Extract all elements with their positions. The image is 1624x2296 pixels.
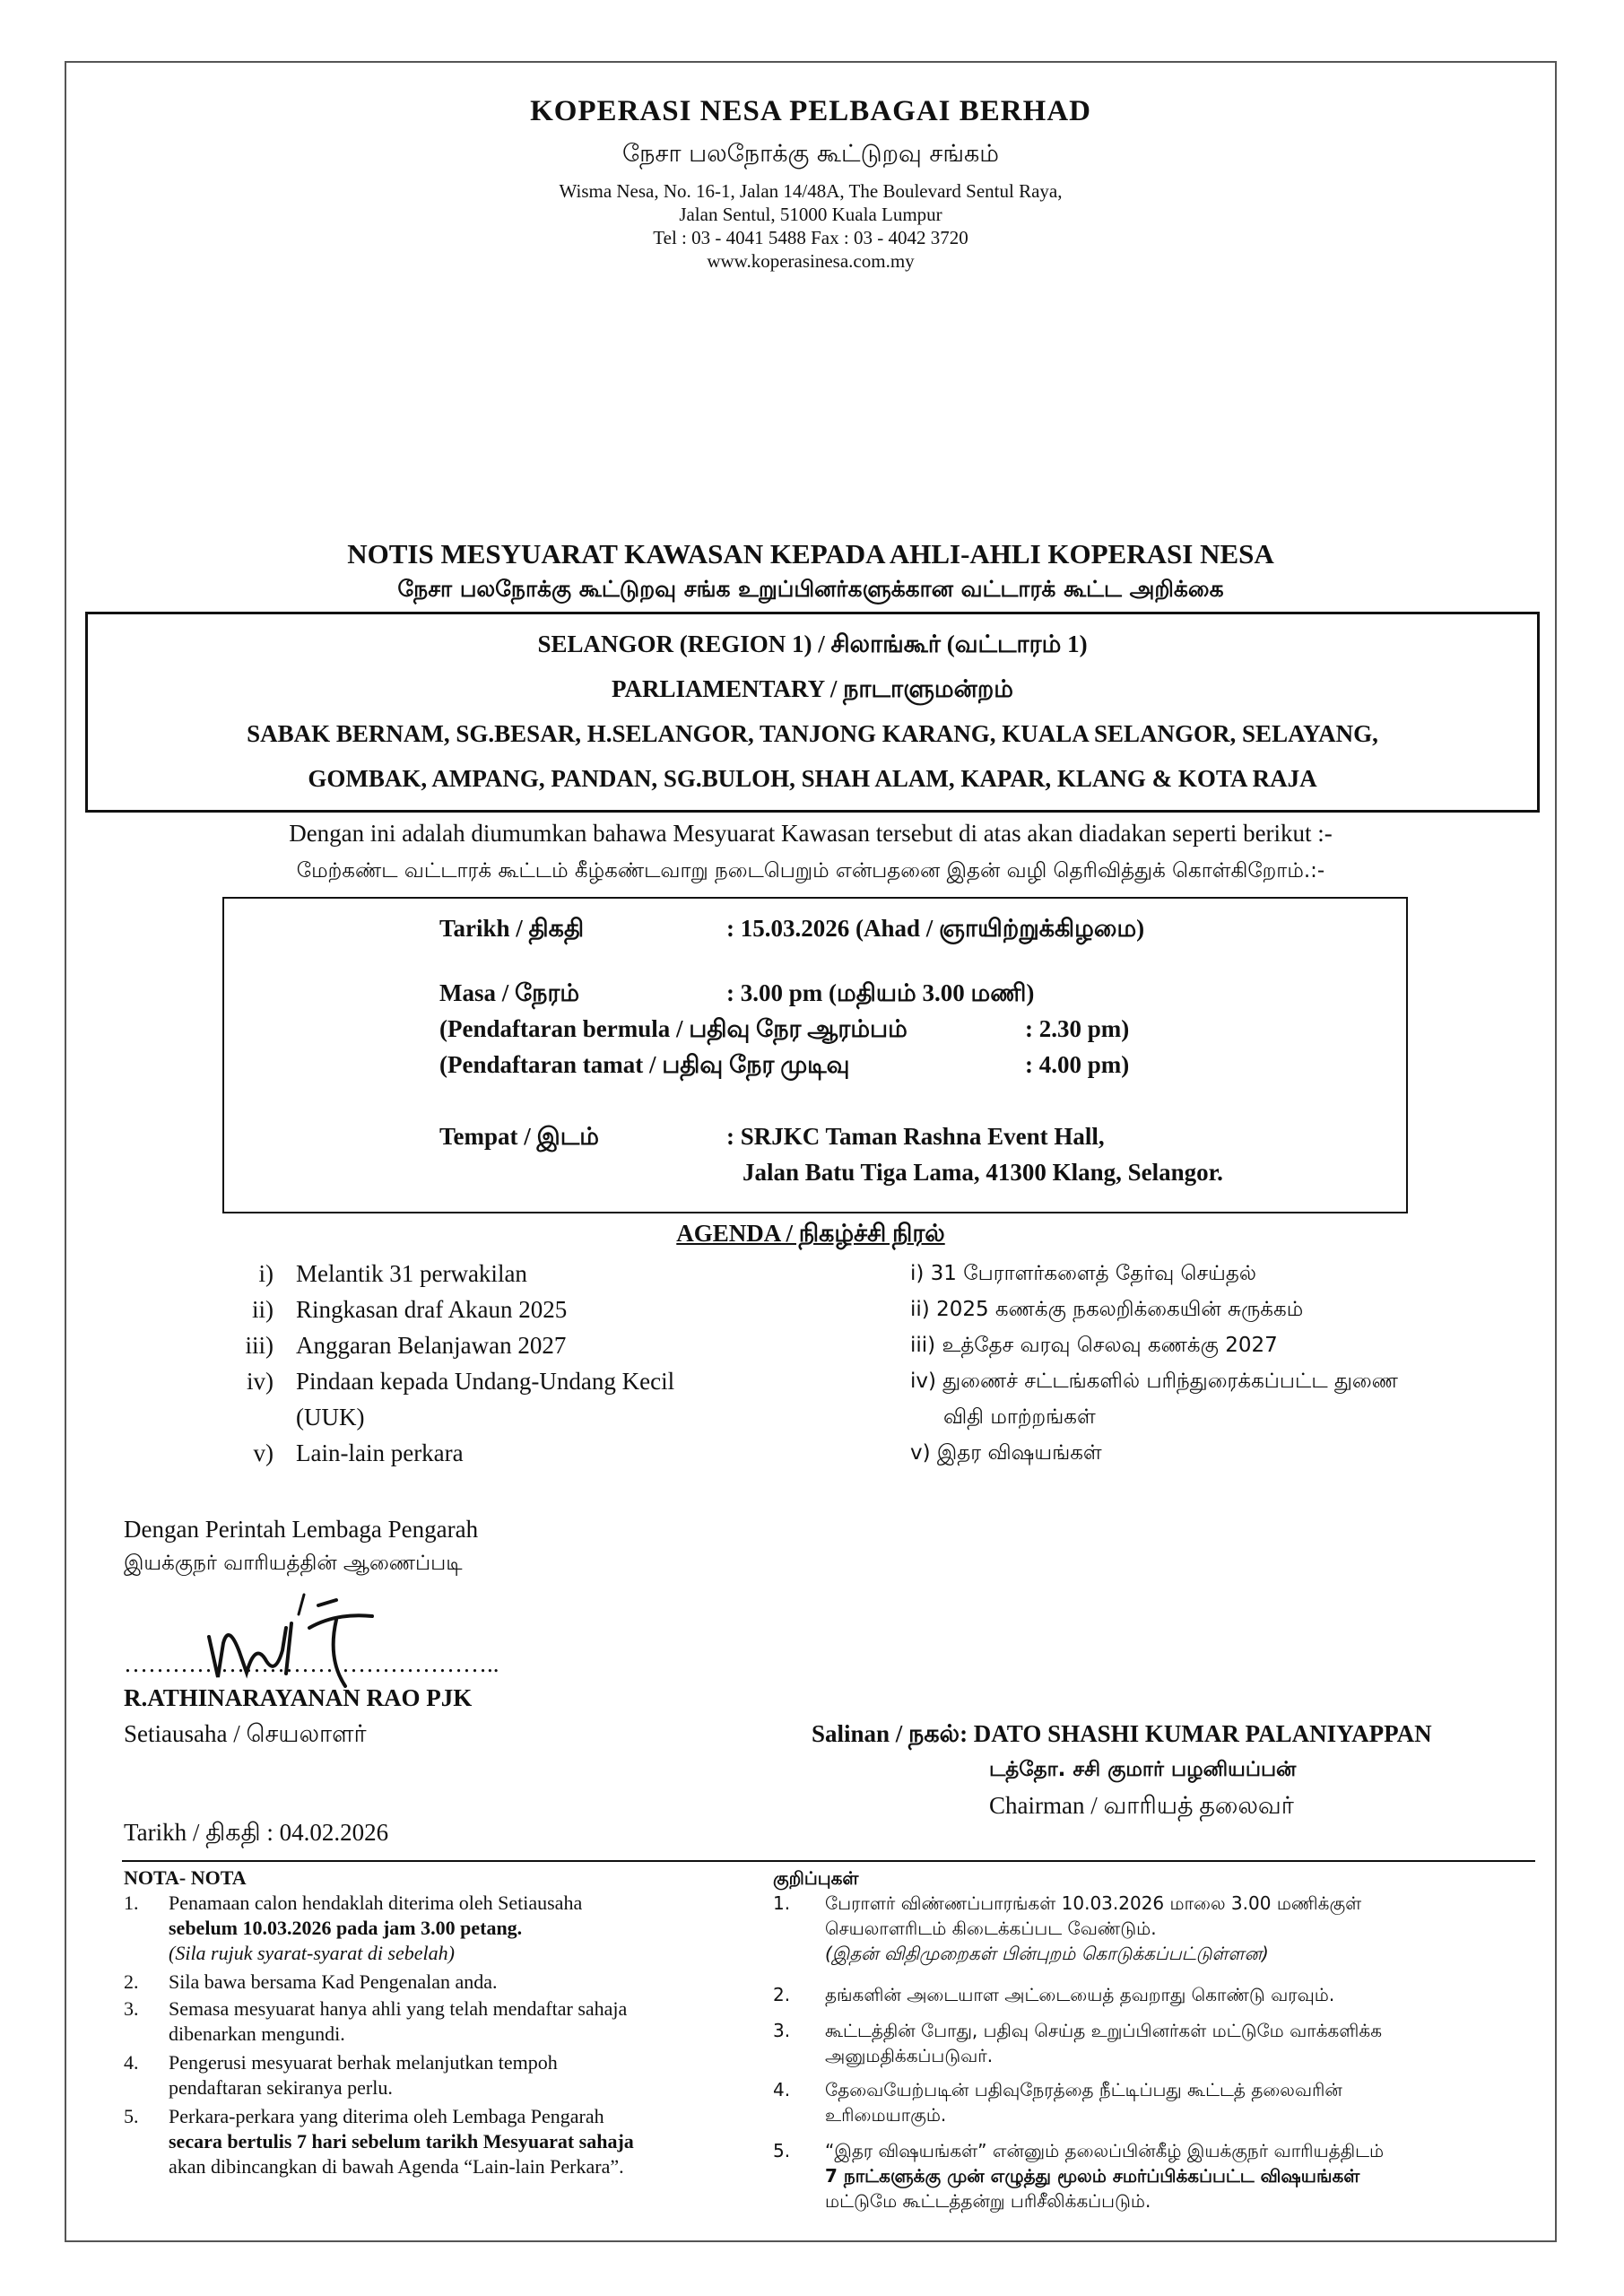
note-line: (இதன் விதிமுறைகள் பின்புறம் கொடுக்கப்பட்டுள்ளன) (825, 1943, 1269, 1964)
agenda-item-tamil: ii) 2025 கணக்கு நகலறிக்கையின் சுருக்கம் (910, 1298, 1304, 1321)
signature-image (193, 1587, 390, 1695)
notice-title-tamil: நேசா பலநோக்கு கூட்டுறவு சங்க உறுப்பினர்களுக்கான வட்டாரக் கூட்ட அறிக்கை (397, 576, 1224, 602)
region-areas-2: GOMBAK, AMPANG, PANDAN, SG.BULOH, SHAH ALAM, KAPAR, KLANG & KOTA RAJA (308, 765, 1317, 792)
copy-label: Salinan / நகல் (812, 1720, 960, 1747)
note-line: Perkara-perkara yang diterima oleh Lembaga Pengarah (169, 2105, 604, 2127)
note-line: செயலாளரிடம் கிடைக்கப்பட வேண்டும். (825, 1918, 1157, 1939)
secretary-role: Setiausaha / செயலாளர் (124, 1720, 367, 1747)
registration-end-label: (Pendaftaran tamat / பதிவு நேர முடிவு (439, 1051, 850, 1078)
note-line: “இதர விஷயங்கள்” என்னும் தலைப்பின்கீழ் இயக்குநர் வாரியத்திடம் (825, 2140, 1385, 2161)
copy-name: : DATO SHASHI KUMAR PALANIYAPPAN (960, 1720, 1432, 1747)
copy-role: Chairman / வாரியத் தலைவர் (989, 1792, 1294, 1819)
note-line: மட்டுமே கூட்டத்தன்று பரிசீலிக்கப்படும். (825, 2190, 1151, 2212)
date-label: Tarikh / திகதி (439, 915, 585, 942)
notes-title-malay: NOTA- NOTA (124, 1866, 247, 1889)
meeting-info-box (222, 897, 1408, 1213)
note-line: akan dibincangkan di bawah Agenda “Lain-lain Perkara”. (169, 2155, 624, 2178)
note-line: dibenarkan mengundi. (169, 2022, 345, 2045)
signature-dots: ……………………………………….. (124, 1650, 499, 1677)
region-parliamentary: PARLIAMENTARY / நாடாளுமன்றம் (612, 675, 1013, 702)
note-num: 5. (773, 2140, 791, 2161)
agenda-item-tamil: விதி மாற்றங்கள் (943, 1405, 1096, 1429)
note-line: Semasa mesyuarat hanya ahli yang telah mendaftar sahaja (169, 1997, 628, 2020)
note-num: 1. (124, 1892, 139, 1914)
note-line: 7 நாட்களுக்கு முன் எழுத்து மூலம் சமர்ப்பிக்கப்பட்ட விஷயங்கள் (825, 2165, 1360, 2187)
agenda-item-tamil: iii) உத்தேச வரவு செலவு கணக்கு 2027 (910, 1334, 1278, 1357)
website: www.koperasinesa.com.my (707, 250, 915, 272)
signature-date: Tarikh / திகதி : 04.02.2026 (124, 1819, 389, 1846)
agenda-item-malay: Pindaan kepada Undang-Undang Kecil (296, 1368, 675, 1395)
notes-divider (122, 1860, 1535, 1862)
region-box (85, 612, 1540, 813)
agenda-item-tamil: i) 31 பேராளர்களைத் தேர்வு செய்தல் (910, 1262, 1256, 1285)
note-num: 4. (124, 2051, 139, 2074)
region-state: SELANGOR (REGION 1) / சிலாங்கூர் (வட்டாரம் 1) (537, 631, 1088, 657)
time-label: Masa / நேரம் (439, 979, 580, 1006)
address-line-2: Jalan Sentul, 51000 Kuala Lumpur (679, 204, 942, 225)
note-line: உரிமையாகும். (825, 2104, 947, 2126)
notes-title-tamil: குறிப்புகள் (773, 1867, 859, 1889)
note-line: Penamaan calon hendaklah diterima oleh Setiausaha (169, 1892, 583, 1914)
note-line: Sila bawa bersama Kad Pengenalan anda. (169, 1970, 498, 1993)
notice-title: NOTIS MESYUARAT KAWASAN KEPADA AHLI-AHLI KOPERASI NESA (347, 538, 1274, 570)
note-num: 2. (773, 1984, 791, 2005)
agenda-item-malay: Melantik 31 perwakilan (296, 1260, 527, 1287)
region-areas-1: SABAK BERNAM, SG.BESAR, H.SELANGOR, TANJONG KARANG, KUALA SELANGOR, SELAYANG, (247, 720, 1378, 747)
agenda-num: i) (258, 1260, 274, 1287)
note-line: sebelum 10.03.2026 pada jam 3.00 petang. (169, 1917, 523, 1939)
note-num: 3. (124, 1997, 139, 2020)
announcement-tamil: மேற்கண்ட வட்டாரக் கூட்டம் கீழ்கண்டவாறு நடைபெறும் என்பதனை இதன் வழி தெரிவித்துக் கொள்கிறோம்.:- (296, 859, 1325, 883)
note-num: 3. (773, 2020, 791, 2041)
announcement-malay: Dengan ini adalah diumumkan bahawa Mesyuarat Kawasan tersebut di atas akan diadakan seperti berikut :- (289, 820, 1333, 847)
order-malay: Dengan Perintah Lembaga Pengarah (124, 1516, 479, 1543)
agenda-num: iv) (247, 1368, 274, 1395)
copy-to (812, 1720, 1432, 1752)
time-value: : 3.00 pm (மதியம் 3.00 மணி) (726, 979, 1035, 1006)
venue-line-2: Jalan Batu Tiga Lama, 41300 Klang, Selangor. (743, 1159, 1223, 1186)
agenda-title: AGENDA / நிகழ்ச்சி நிரல் (676, 1220, 945, 1247)
address-line-1: Wisma Nesa, No. 16-1, Jalan 14/48A, The Boulevard Sentul Raya, (559, 180, 1063, 202)
agenda-item-malay: Ringkasan draf Akaun 2025 (296, 1296, 568, 1323)
note-line: தேவையேற்படின் பதிவுநேரத்தை நீட்டிப்பது கூட்டத் தலைவரின் (825, 2079, 1342, 2100)
note-num: 4. (773, 2079, 791, 2100)
registration-end-value: : 4.00 pm) (1025, 1051, 1130, 1078)
agenda-num: ii) (252, 1296, 274, 1323)
note-line: pendaftaran sekiranya perlu. (169, 2076, 393, 2099)
contact-line: Tel : 03 - 4041 5488 Fax : 03 - 4042 3720 (653, 227, 968, 248)
note-line: கூட்டத்தின் போது, பதிவு செய்த உறுப்பினர்கள் மட்டுமே வாக்களிக்க (825, 2020, 1383, 2041)
agenda-item-tamil: v) இதர விஷயங்கள் (910, 1441, 1102, 1465)
registration-start-label: (Pendaftaran bermula / பதிவு நேர ஆரம்பம் (439, 1015, 908, 1042)
note-line: தங்களின் அடையாள அட்டையைத் தவறாது கொண்டு வரவும். (825, 1984, 1335, 2005)
note-line: secara bertulis 7 hari sebelum tarikh Mesyuarat sahaja (169, 2130, 634, 2152)
registration-start-value: : 2.30 pm) (1025, 1015, 1130, 1042)
agenda-item-malay: (UUK) (296, 1404, 365, 1431)
agenda-num: iii) (245, 1332, 274, 1359)
org-name: KOPERASI NESA PELBAGAI BERHAD (530, 95, 1091, 127)
date-value: : 15.03.2026 (Ahad / ஞாயிற்றுக்கிழமை) (726, 915, 1145, 942)
copy-name-tamil: டத்தோ. சசி குமார் பழனியப்பன் (989, 1758, 1297, 1781)
note-num: 5. (124, 2105, 139, 2127)
note-line: அனுமதிக்கப்படுவர். (825, 2045, 994, 2066)
agenda-num: v) (253, 1439, 274, 1466)
agenda-item-malay: Anggaran Belanjawan 2027 (296, 1332, 567, 1359)
note-line: Pengerusi mesyuarat berhak melanjutkan tempoh (169, 2051, 558, 2074)
note-num: 1. (773, 1892, 791, 1914)
secretary-name: R.ATHINARAYANAN RAO PJK (124, 1684, 473, 1711)
note-line: (Sila rujuk syarat-syarat di sebelah) (169, 1942, 455, 1964)
note-line: பேராளர் விண்ணப்பாரங்கள் 10.03.2026 மாலை 3.00 மணிக்குள் (825, 1892, 1362, 1914)
agenda-item-malay: Lain-lain perkara (296, 1439, 464, 1466)
note-num: 2. (124, 1970, 139, 1993)
org-name-tamil: நேசா பலநோக்கு கூட்டுறவு சங்கம் (622, 140, 999, 168)
venue-label: Tempat / இடம் (439, 1123, 599, 1150)
order-tamil: இயக்குநர் வாரியத்தின் ஆணைப்படி (124, 1552, 463, 1575)
venue-line-1: : SRJKC Taman Rashna Event Hall, (726, 1123, 1105, 1150)
agenda-item-tamil: iv) துணைச் சட்டங்களில் பரிந்துரைக்கப்பட்ட துணை (910, 1370, 1398, 1393)
